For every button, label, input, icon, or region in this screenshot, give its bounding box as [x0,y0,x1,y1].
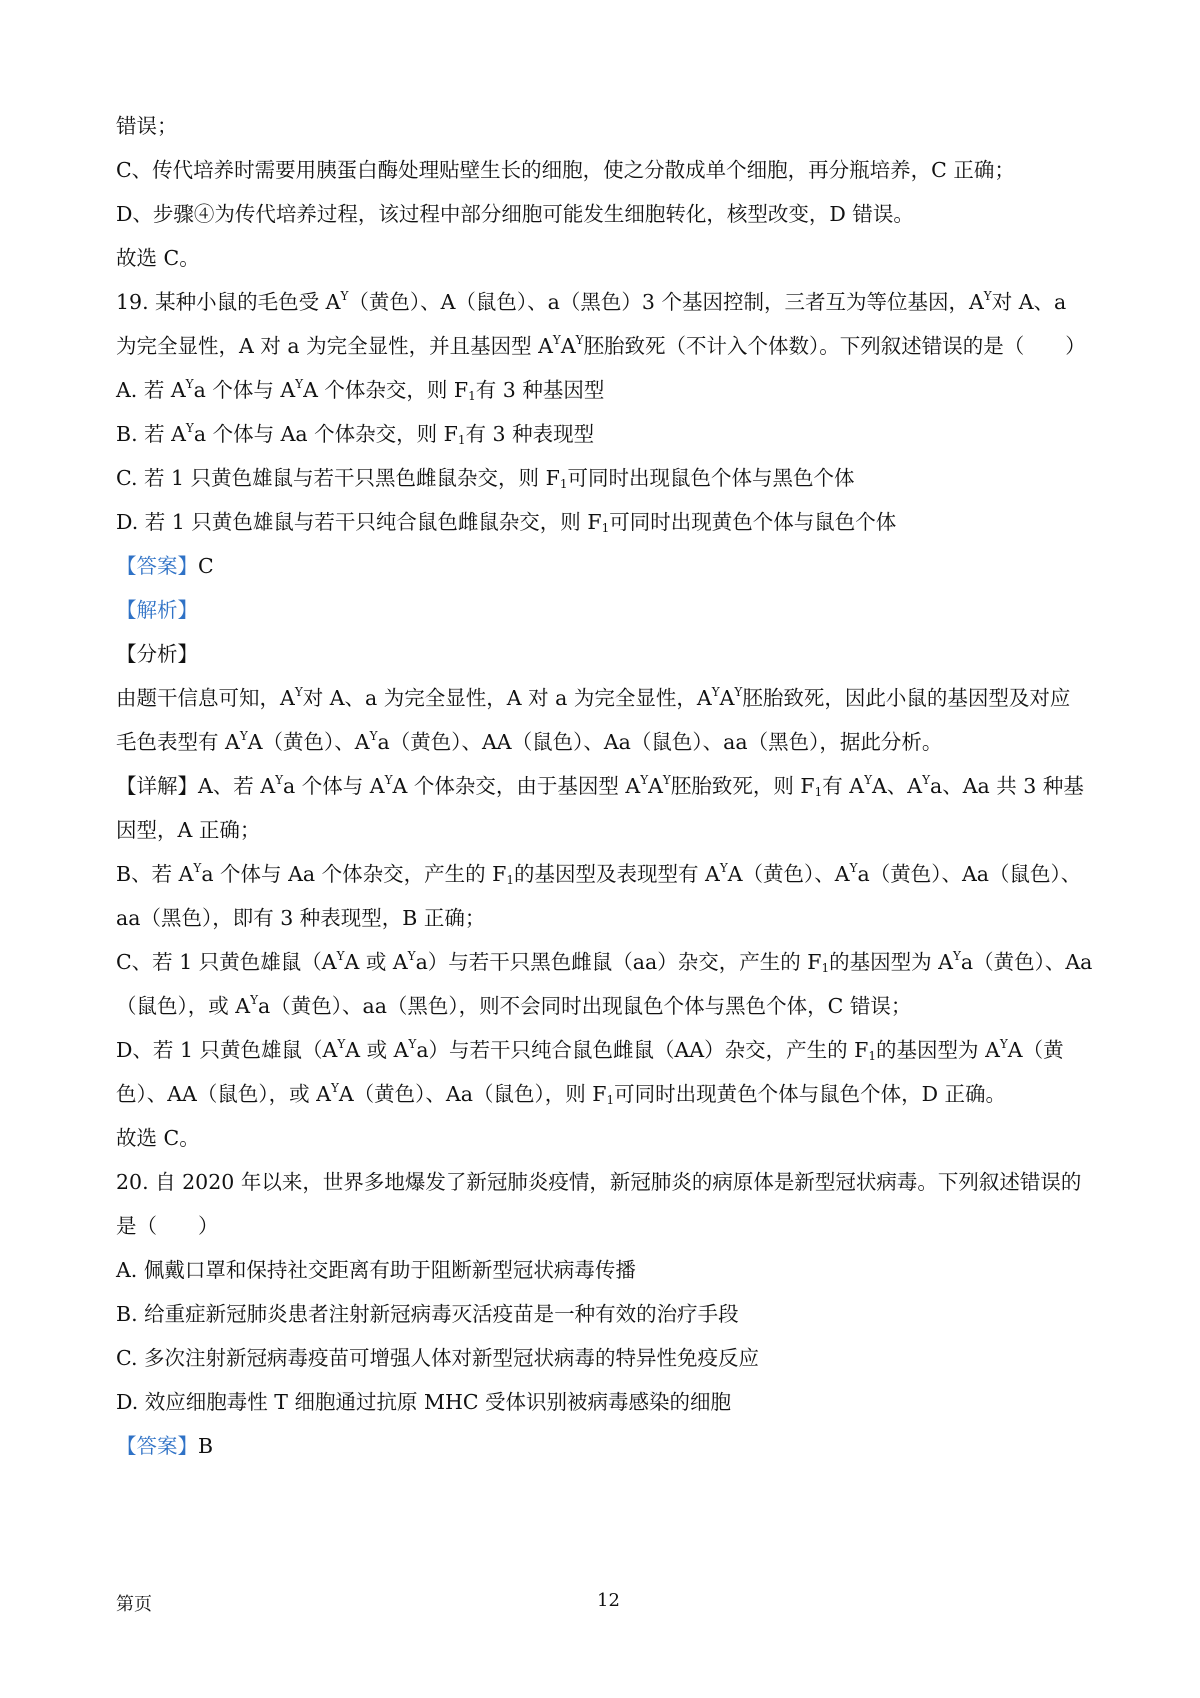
analysis-heading: 【解析】 [116,598,198,622]
detail-text: 【详解】A、若 $A^Ya$ 个体与 $A^YA$ 个体杂交，由于基因型 $A^YA^Y$胚胎致死，则 $F_1$有 $A^YA$、$A^Ya$、Aa 共 3 种基 [116,773,1084,799]
question-20-stem: 20. 自 2020 年以来，世界多地爆发了新冠肺炎疫情，新冠肺炎的病原体是新型冠状病毒。下列叙述错误的 [116,1170,1082,1194]
question-19-option-a: A. 若 $A^Ya$ 个体与 $A^YA$ 个体杂交，则 $F_1$有 3 种基因型 [116,377,605,403]
text-line: C、传代培养时需要用胰蛋白酶处理贴壁生长的细胞，使之分散成单个细胞，再分瓶培养，C 正确； [116,158,1015,182]
detail-text: C、若 1 只黄色雄鼠（$A^YA$ 或 $A^Ya$）与若干只黑色雌鼠（aa）杂交，产生的 $F_1$的基因型为 $A^Ya$（黄色）、Aa [116,949,1093,975]
question-20-option-b: B. 给重症新冠肺炎患者注射新冠病毒灭活疫苗是一种有效的治疗手段 [116,1302,739,1326]
answer-19 [116,552,214,580]
text-line: 故选 C。 [116,246,200,270]
analysis-text: 由题干信息可知，$A^Y$对 A、a 为完全显性，A 对 a 为完全显性，$A^YA^Y$胚胎致死，因此小鼠的基因型及对应 [116,685,1071,710]
answer-tag: 【答案】 [116,1434,198,1458]
page-number: 12 [597,1590,620,1611]
detail-text: 因型，A 正确； [116,818,261,842]
question-20-stem: 是（ ） [116,1214,219,1238]
question-20-option-a: A. 佩戴口罩和保持社交距离有助于阻断新型冠状病毒传播 [116,1258,636,1282]
question-19-option-c: C. 若 1 只黄色雄鼠与若干只黑色雌鼠杂交，则 $F_1$可同时出现鼠色个体与黑色个体 [116,466,855,491]
question-19-stem: 为完全显性，A 对 a 为完全显性，并且基因型 $A^YA^Y$胚胎致死（不计入个体数）。下列叙述错误的是（ ） [116,333,1086,358]
question-19-option-d: D. 若 1 只黄色雄鼠与若干只纯合鼠色雌鼠杂交，则 $F_1$可同时出现黄色个体与鼠色个体 [116,510,897,535]
answer-20 [116,1432,213,1460]
detail-text: B、若 $A^Ya$ 个体与 Aa 个体杂交，产生的 $F_1$的基因型及表现型有 $A^YA$（黄色）、$A^Ya$（黄色）、Aa（鼠色）、 [116,861,1082,887]
answer-tag: 【答案】 [116,554,198,578]
footer-label: 第页 [116,1594,152,1615]
detail-text: aa（黑色），即有 3 种表现型，B 正确； [116,906,486,930]
answer-value: B [198,1434,214,1458]
question-20-option-d: D. 效应细胞毒性 T 细胞通过抗原 MHC 受体识别被病毒感染的细胞 [116,1390,732,1414]
detail-text: （鼠色），或 $A^Ya$（黄色）、aa（黑色），则不会同时出现鼠色个体与黑色个体，C 错误； [116,993,912,1018]
text-line: 错误； [116,114,178,138]
question-19-option-b: B. 若 $A^Ya$ 个体与 Aa 个体杂交，则 $F_1$有 3 种表现型 [116,421,595,447]
text-line: D、步骤④为传代培养过程，该过程中部分细胞可能发生细胞转化，核型改变，D 错误。 [116,202,914,226]
analysis-text: 毛色表型有 $A^YA$（黄色）、$A^Ya$（黄色）、AA（鼠色）、Aa（鼠色）、aa（黑色），据此分析。 [116,729,943,754]
detail-text: 色）、AA（鼠色），或 $A^YA$（黄色）、Aa（鼠色），则 $F_1$可同时出现黄色个体与鼠色个体，D 正确。 [116,1081,1007,1107]
detail-text: D、若 1 只黄色雄鼠（$A^YA$ 或 $A^Ya$）与若干只纯合鼠色雌鼠（AA）杂交，产生的 $F_1$的基因型为 $A^YA$（黄 [116,1037,1064,1063]
answer-value: C [198,554,214,578]
question-19-stem: 19. 某种小鼠的毛色受 $A^Y$（黄色）、A（鼠色）、a（黑色）3 个基因控制，三者互为等位基因，$A^Y$对 A、a [116,289,1067,314]
question-20-option-c: C. 多次注射新冠病毒疫苗可增强人体对新型冠状病毒的特异性免疫反应 [116,1346,759,1370]
analysis-subheading: 【分析】 [116,642,198,666]
detail-conclusion: 故选 C。 [116,1126,200,1150]
